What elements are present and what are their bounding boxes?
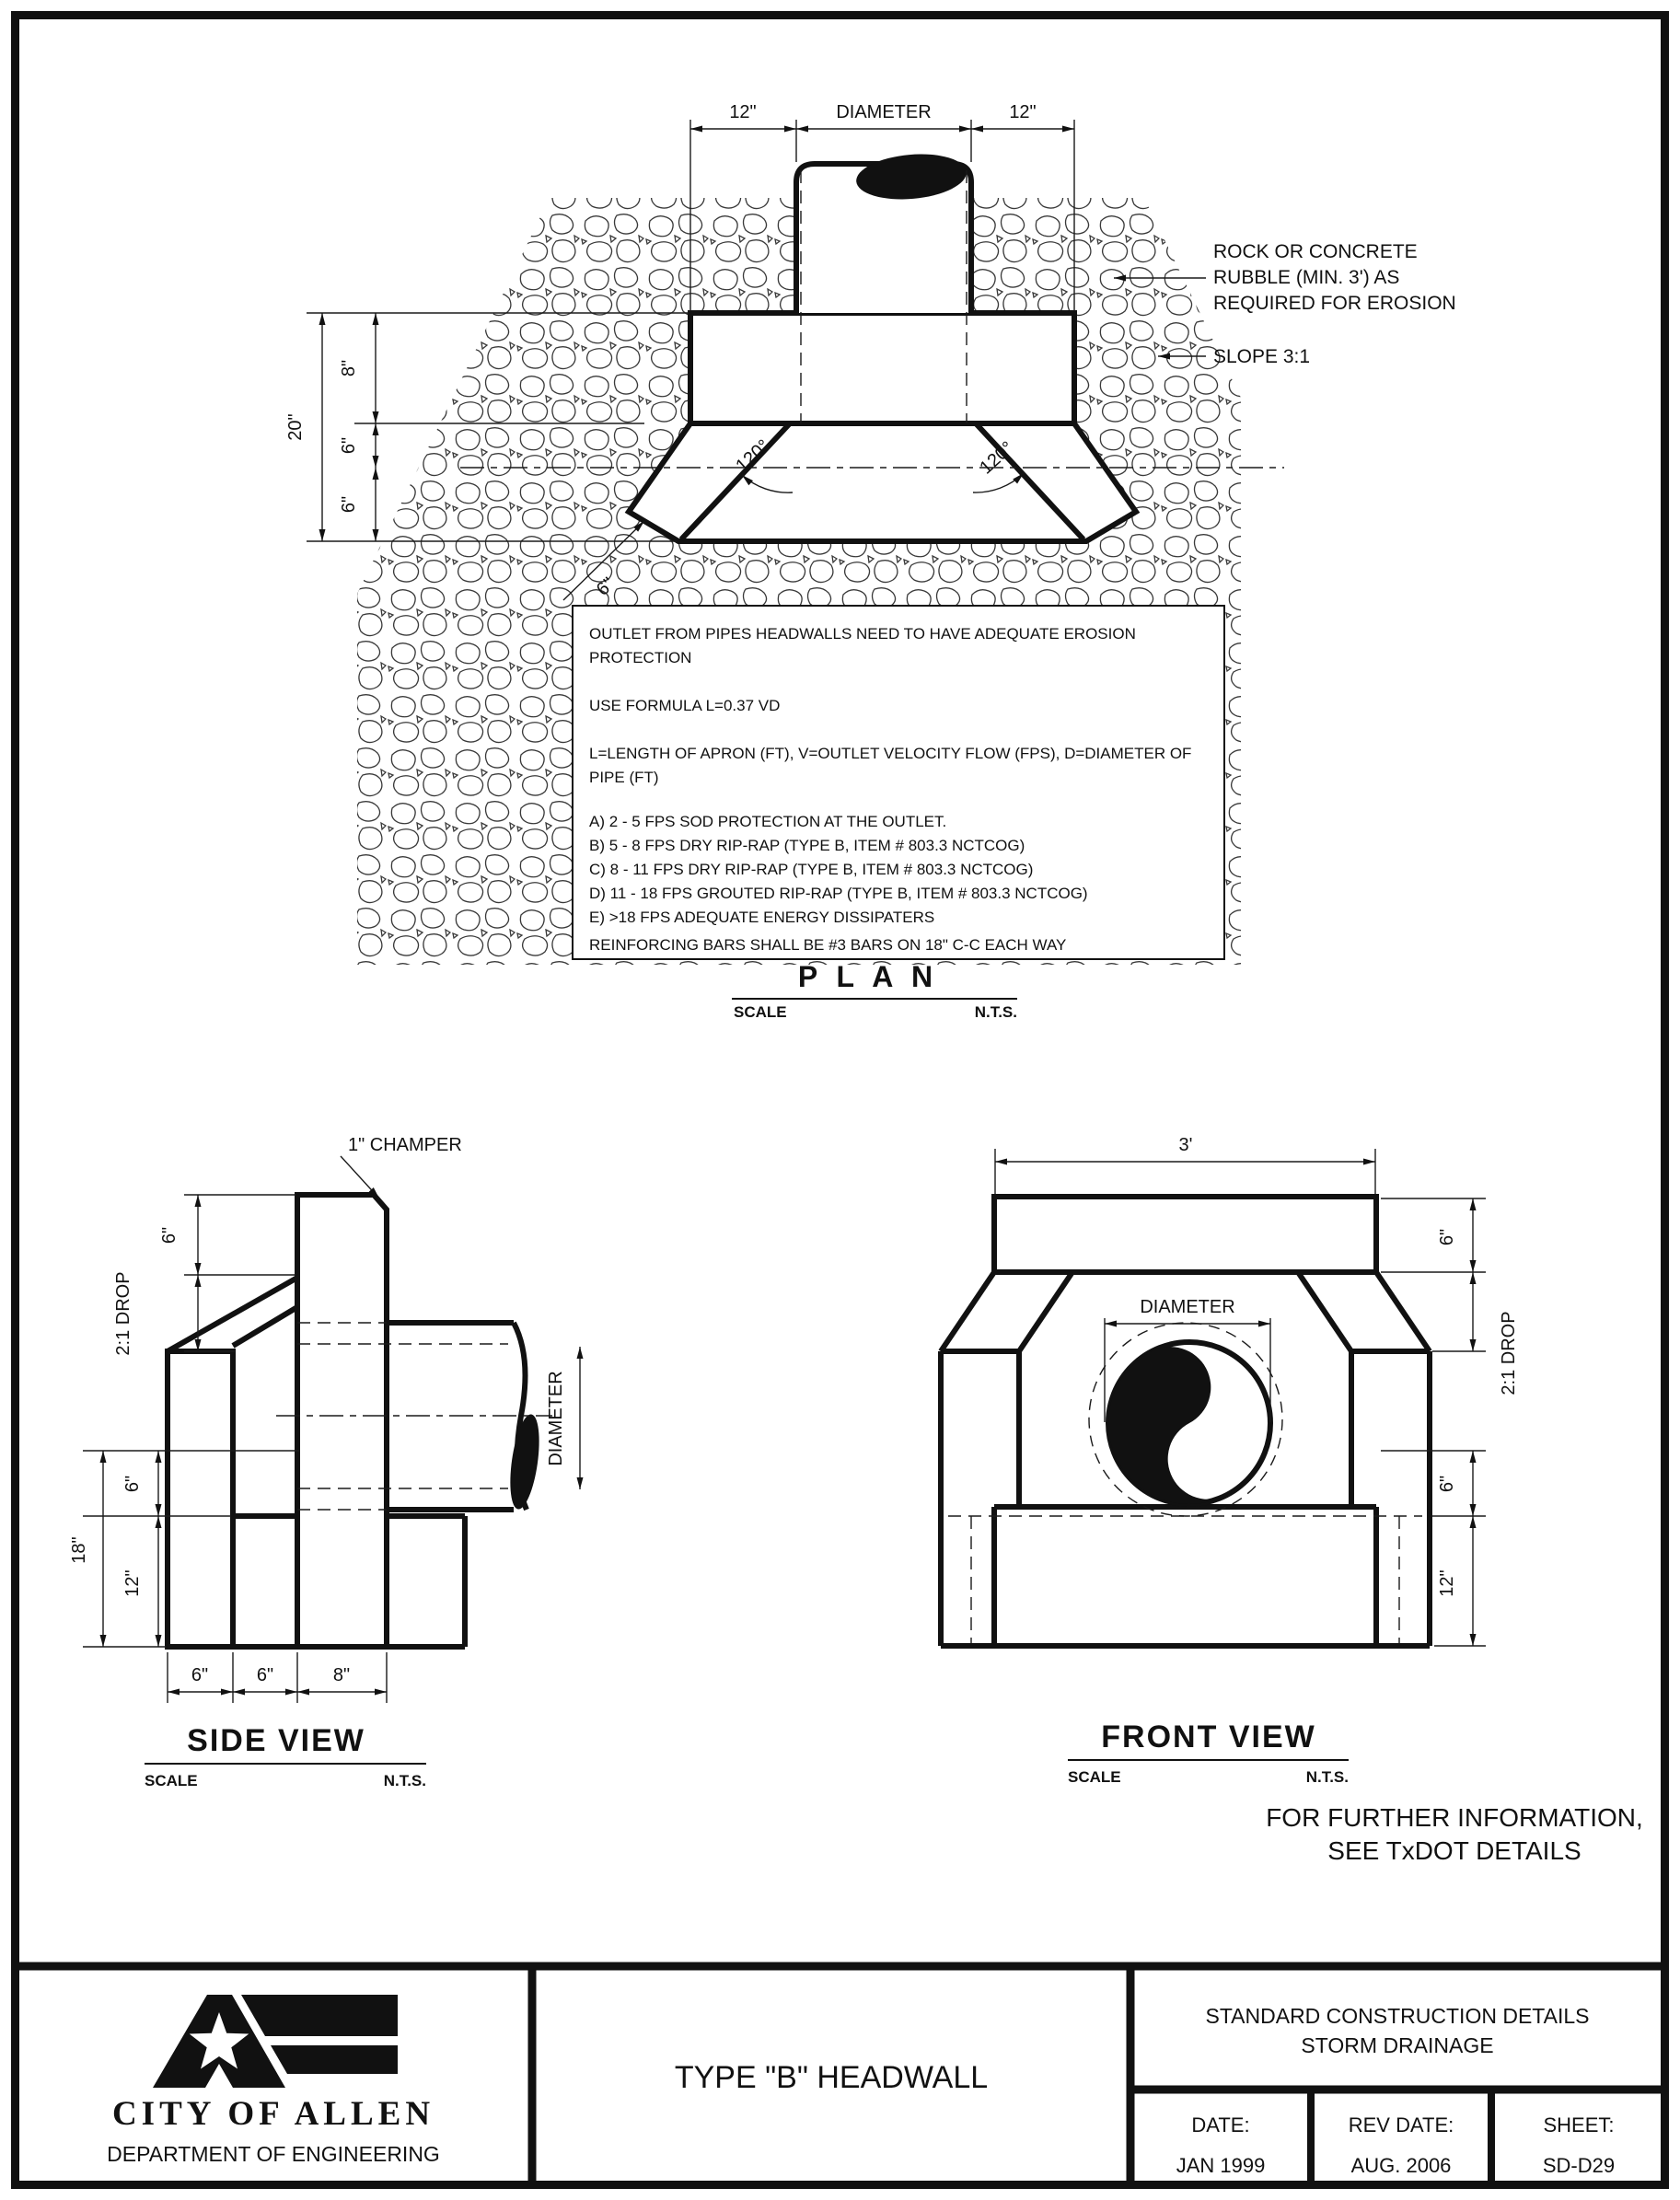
plan-dim-8: 8" — [339, 359, 359, 377]
sheet-value: SD-D29 — [1542, 2154, 1616, 2177]
front-nts-label: N.T.S. — [1305, 1768, 1349, 1786]
front-dim-3ft: 3' — [1178, 1135, 1193, 1155]
plan-dim-12-right: 12" — [1009, 102, 1037, 122]
note-line: PIPE (FT) — [589, 769, 659, 786]
series-line2: STORM DRAINAGE — [1301, 2033, 1494, 2057]
sheet-label: SHEET: — [1543, 2113, 1615, 2136]
note-line: OUTLET FROM PIPES HEADWALLS NEED TO HAVE ADEQUATE EROSION — [589, 625, 1136, 643]
plan-apron — [629, 423, 1136, 541]
department-name: DEPARTMENT OF ENGINEERING — [107, 2142, 440, 2166]
date-label: DATE: — [1191, 2113, 1250, 2136]
front-wing-left-inner-slant — [1019, 1272, 1072, 1351]
plan-dim-20: 20" — [285, 413, 306, 441]
note-line: B) 5 - 8 FPS DRY RIP-RAP (TYPE B, ITEM # 803.3 NCTCOG) — [589, 837, 1025, 854]
plan-view — [285, 102, 1456, 1021]
front-view — [941, 1135, 1519, 1786]
side-dim-diameter: DIAMETER — [546, 1371, 566, 1466]
agency-name: CITY OF ALLEN — [111, 2095, 435, 2133]
front-view-title: FRONT VIEW — [1101, 1719, 1316, 1754]
side-dim-6-top: 6" — [159, 1226, 180, 1245]
side-dim-6-mid: 6" — [122, 1475, 143, 1493]
front-dim-diameter: DIAMETER — [1140, 1297, 1235, 1317]
front-dim-6-top: 6" — [1437, 1228, 1457, 1246]
note-line: C) 8 - 11 FPS DRY RIP-RAP (TYPE B, ITEM # 803.3 NCTCOG) — [589, 861, 1034, 878]
plan-dim-6a: 6" — [339, 436, 359, 455]
side-dim-drop: 2:1 DROP — [113, 1271, 133, 1356]
champer-callout: 1" CHAMPER — [348, 1135, 462, 1155]
front-dim-12: 12" — [1437, 1569, 1457, 1597]
front-wing-left-outer-slant — [941, 1272, 994, 1351]
plan-angle-left: 120° — [732, 435, 774, 477]
side-wall — [297, 1195, 387, 1647]
side-dim-8: 8" — [332, 1665, 351, 1685]
rubble-callout-line3: REQUIRED FOR EROSION — [1213, 293, 1456, 314]
plan-dim-12-left: 12" — [729, 102, 757, 122]
plan-title: P L A N — [797, 960, 939, 993]
side-wing-end — [168, 1351, 233, 1647]
front-cap — [994, 1197, 1376, 1272]
note-line: E) >18 FPS ADEQUATE ENERGY DISSIPATERS — [589, 909, 935, 926]
plan-dim-6b: 6" — [339, 495, 359, 514]
footer-note-line1: FOR FURTHER INFORMATION, — [1266, 1803, 1643, 1832]
side-slope-upper — [168, 1278, 297, 1351]
plan-headwall — [690, 313, 1074, 423]
date-value: JAN 1999 — [1176, 2154, 1266, 2177]
plan-angle-right: 120° — [976, 437, 1018, 479]
side-dim-6-bot2: 6" — [256, 1665, 274, 1685]
front-scale-label: SCALE — [1068, 1768, 1121, 1786]
note-line: D) 11 - 18 FPS GROUTED RIP-RAP (TYPE B, ITEM # 803.3 NCTCOG) — [589, 885, 1088, 902]
side-slope-lower — [233, 1307, 297, 1346]
note-line: A) 2 - 5 FPS SOD PROTECTION AT THE OUTLET. — [589, 813, 947, 830]
plan-nts-label: N.T.S. — [974, 1003, 1017, 1021]
side-pipe-break-blob — [505, 1413, 544, 1511]
note-line: USE FORMULA L=0.37 VD — [589, 697, 781, 714]
front-dim-6-mid: 6" — [1437, 1475, 1457, 1493]
slope-callout: SLOPE 3:1 — [1213, 346, 1311, 367]
plan-dim-diameter: DIAMETER — [836, 102, 932, 122]
city-of-allen-logo-icon — [153, 1995, 398, 2088]
side-dim-12: 12" — [122, 1569, 143, 1597]
note-line: L=LENGTH OF APRON (FT), V=OUTLET VELOCITY FLOW (FPS), D=DIAMETER OF — [589, 745, 1192, 762]
front-wing-right-outer-slant — [1376, 1272, 1430, 1351]
side-dim-18: 18" — [69, 1536, 89, 1564]
front-wing-right-inner-slant — [1298, 1272, 1351, 1351]
rubble-callout-line2: RUBBLE (MIN. 3') AS — [1213, 267, 1400, 288]
side-nts-label: N.T.S. — [383, 1772, 426, 1789]
note-line: PROTECTION — [589, 649, 692, 666]
footer-note-line2: SEE TxDOT DETAILS — [1327, 1836, 1582, 1865]
series-line1: STANDARD CONSTRUCTION DETAILS — [1205, 2004, 1590, 2028]
drawing-title: TYPE "B" HEADWALL — [674, 2060, 989, 2095]
rev-date-value: AUG. 2006 — [1350, 2154, 1452, 2177]
note-line: REINFORCING BARS SHALL BE #3 BARS ON 18" C-C EACH WAY — [589, 936, 1067, 954]
footer-note — [1266, 1803, 1643, 1865]
rev-date-label: REV DATE: — [1348, 2113, 1454, 2136]
plan-toe-6: 6" — [592, 573, 620, 600]
side-scale-label: SCALE — [145, 1772, 198, 1789]
side-view-title: SIDE VIEW — [187, 1723, 365, 1758]
side-dim-6-bot1: 6" — [191, 1665, 209, 1685]
front-dim-drop: 2:1 DROP — [1499, 1311, 1519, 1395]
plan-scale-label: SCALE — [734, 1003, 787, 1021]
side-view — [69, 1135, 580, 1789]
rubble-callout-line1: ROCK OR CONCRETE — [1213, 241, 1418, 262]
